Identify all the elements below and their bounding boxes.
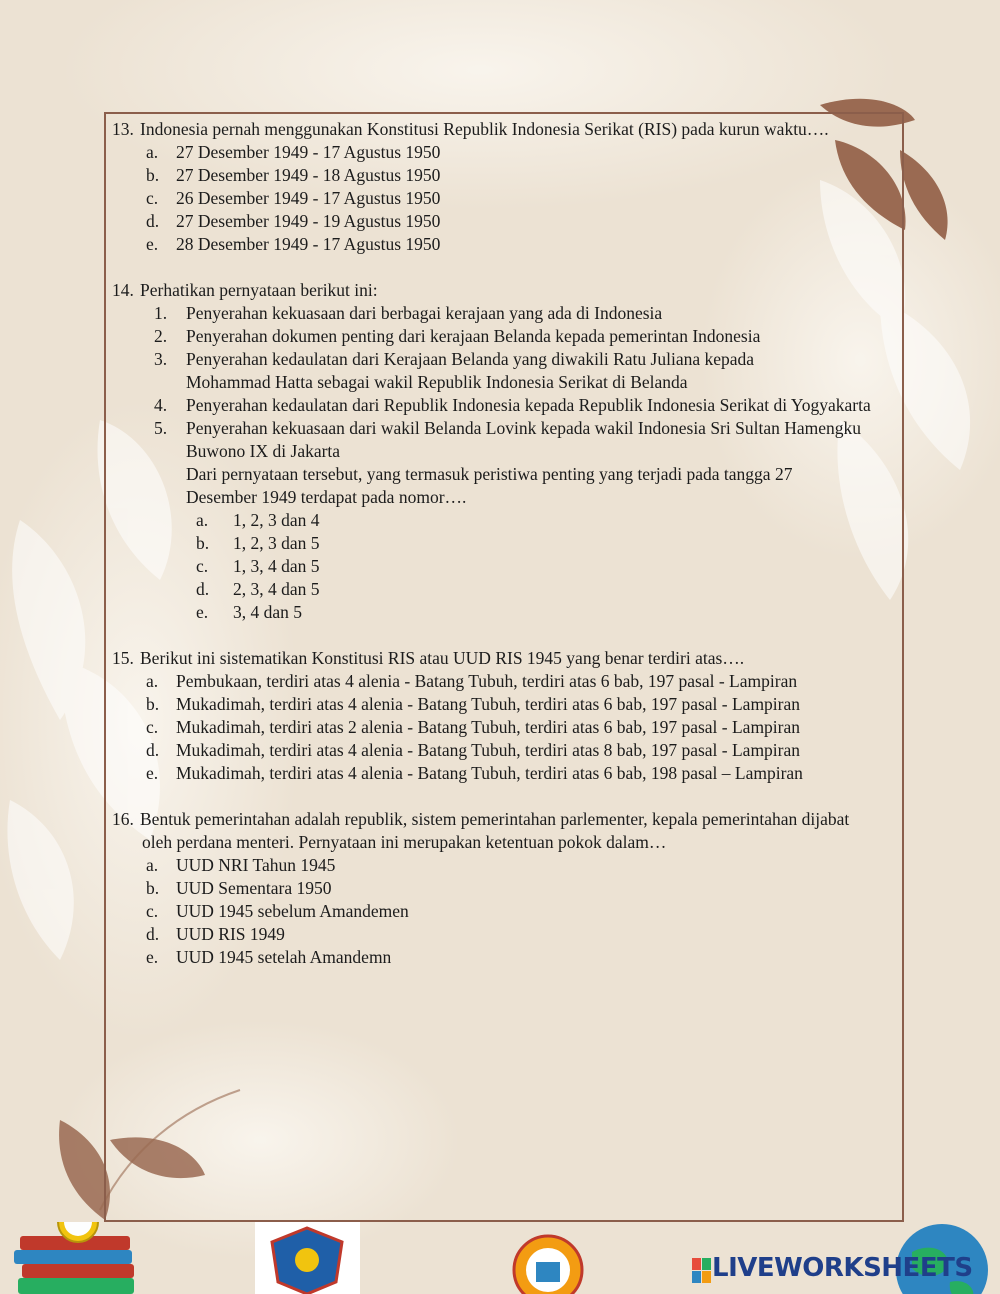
answer-option[interactable] [112,233,882,256]
option-label: c. [146,717,159,737]
question-text: Indonesia pernah menggunakan Konstitusi Republik Indonesia Serikat (RIS) pada kurun waktu…. [140,119,829,139]
option-label: b. [146,694,160,714]
answer-option[interactable] [112,187,882,210]
answer-options [112,509,882,624]
question-15 [112,647,882,785]
option-text: 28 Desember 1949 - 17 Agustus 1950 [176,234,441,254]
option-text: 27 Desember 1949 - 19 Agustus 1950 [176,211,441,231]
option-text: Pembukaan, terdiri atas 4 alenia - Batang Tubuh, terdiri atas 6 bab, 197 pasal - Lampiran [176,671,798,691]
option-text: 1, 3, 4 dan 5 [233,556,320,576]
question-text: Berikut ini sistematikan Konstitusi RIS atau UUD RIS 1945 yang benar terdiri atas…. [140,648,745,668]
question-16 [112,808,882,969]
option-text: 1, 2, 3 dan 5 [233,533,320,553]
statement-text: Penyerahan kekuasaan dari wakil Belanda Lovink kepada wakil Indonesia Sri Sultan Hamengku Buwono IX di Jakarta [186,418,862,461]
answer-option[interactable] [112,900,882,923]
answer-options [112,141,882,256]
statement-text: Penyerahan kekuasaan dari berbagai kerajaan yang ada di Indonesia [186,303,663,323]
question-stem [112,118,882,141]
statement-item [112,348,882,394]
statement-number: 2. [154,326,168,346]
worksheet-content [112,118,882,969]
question-number: 15. [112,648,134,668]
statement-number: 3. [154,349,168,369]
question-number: 14. [112,280,134,300]
question-13 [112,118,882,256]
answer-option[interactable] [112,693,882,716]
answer-option[interactable] [112,946,882,969]
option-text: UUD 1945 setelah Amandemn [176,947,392,967]
option-label: e. [146,763,159,783]
question-text: Bentuk pemerintahan adalah republik, sistem pemerintahan parlementer, kepala pemerintahan dijabat oleh perdana menteri. Pernyataan ini merupakan ketentuan pokok dalam… [140,809,850,852]
option-text: 26 Desember 1949 - 17 Agustus 1950 [176,188,441,208]
statement-item [112,417,882,463]
option-label: a. [146,855,159,875]
option-label: b. [146,878,160,898]
question-14 [112,279,882,624]
question-number: 13. [112,119,134,139]
option-label: d. [146,740,160,760]
statement-list [112,302,882,463]
option-label: d. [196,579,210,599]
answer-option[interactable] [112,762,882,785]
answer-options [112,854,882,969]
question-number: 16. [112,809,134,829]
option-text: Mukadimah, terdiri atas 4 alenia - Batang Tubuh, terdiri atas 6 bab, 198 pasal – Lampiran [176,763,803,783]
option-label: a. [146,142,159,162]
option-text: 1, 2, 3 dan 4 [233,510,320,530]
option-text: Mukadimah, terdiri atas 4 alenia - Batang Tubuh, terdiri atas 6 bab, 197 pasal - Lampiran [176,694,801,714]
statement-text: Penyerahan kedaulatan dari Kerajaan Belanda yang diwakili Ratu Juliana kepada Mohammad Hatta sebagai wakil Republik Indonesia Serikat di Belanda [186,349,755,392]
option-label: e. [196,602,209,622]
statement-number: 5. [154,418,168,438]
option-text: 27 Desember 1949 - 18 Agustus 1950 [176,165,441,185]
option-label: c. [146,901,159,921]
answer-option[interactable] [112,555,882,578]
option-text: Mukadimah, terdiri atas 4 alenia - Batang Tubuh, terdiri atas 8 bab, 197 pasal - Lampiran [176,740,801,760]
option-label: e. [146,234,159,254]
option-text: UUD NRI Tahun 1945 [176,855,336,875]
question-stem [112,808,882,854]
books-icon [14,1236,134,1294]
option-text: 27 Desember 1949 - 17 Agustus 1950 [176,142,441,162]
statement-text: Penyerahan dokumen penting dari kerajaan Belanda kepada pemerintan Indonesia [186,326,761,346]
answer-option[interactable] [112,877,882,900]
answer-option[interactable] [112,601,882,624]
option-text: UUD 1945 sebelum Amandemen [176,901,409,921]
answer-option[interactable] [112,210,882,233]
option-label: b. [196,533,210,553]
statement-item [112,302,882,325]
answer-option[interactable] [112,141,882,164]
school-emblem-icon-2 [514,1236,582,1294]
question-stem [112,647,882,670]
option-label: c. [146,188,159,208]
option-label: a. [196,510,209,530]
liveworksheets-brand[interactable] [690,1253,973,1283]
option-text: UUD RIS 1949 [176,924,285,944]
option-label: b. [146,165,160,185]
option-label: e. [146,947,159,967]
question-note: Dari pernyataan tersebut, yang termasuk peristiwa penting yang terjadi pada tangga 27 Desember 1949 terdapat pada nomor…. [186,464,793,507]
answer-options [112,670,882,785]
brand-text: LIVEWORKSHEETS [712,1253,973,1283]
answer-option[interactable] [112,532,882,555]
question-text: Perhatikan pernyataan berikut ini: [140,280,378,300]
answer-option[interactable] [112,716,882,739]
school-emblem-icon [255,1222,360,1294]
statement-number: 1. [154,303,168,323]
answer-option[interactable] [112,578,882,601]
answer-option[interactable] [112,854,882,877]
answer-option[interactable] [112,670,882,693]
statement-item [112,394,882,417]
answer-option[interactable] [112,164,882,187]
option-label: a. [146,671,159,691]
option-text: Mukadimah, terdiri atas 2 alenia - Batang Tubuh, terdiri atas 6 bab, 197 pasal - Lampiran [176,717,801,737]
question-stem [112,279,882,302]
statement-number: 4. [154,395,168,415]
option-label: d. [146,924,160,944]
option-text: 3, 4 dan 5 [233,602,303,622]
answer-option[interactable] [112,923,882,946]
option-label: c. [196,556,209,576]
statement-text: Penyerahan kedaulatan dari Republik Indonesia kepada Republik Indonesia Serikat di Yogyakarta [186,395,871,415]
answer-option[interactable] [112,509,882,532]
option-label: d. [146,211,160,231]
answer-option[interactable] [112,739,882,762]
statement-item [112,325,882,348]
option-text: 2, 3, 4 dan 5 [233,579,320,599]
option-text: UUD Sementara 1950 [176,878,332,898]
